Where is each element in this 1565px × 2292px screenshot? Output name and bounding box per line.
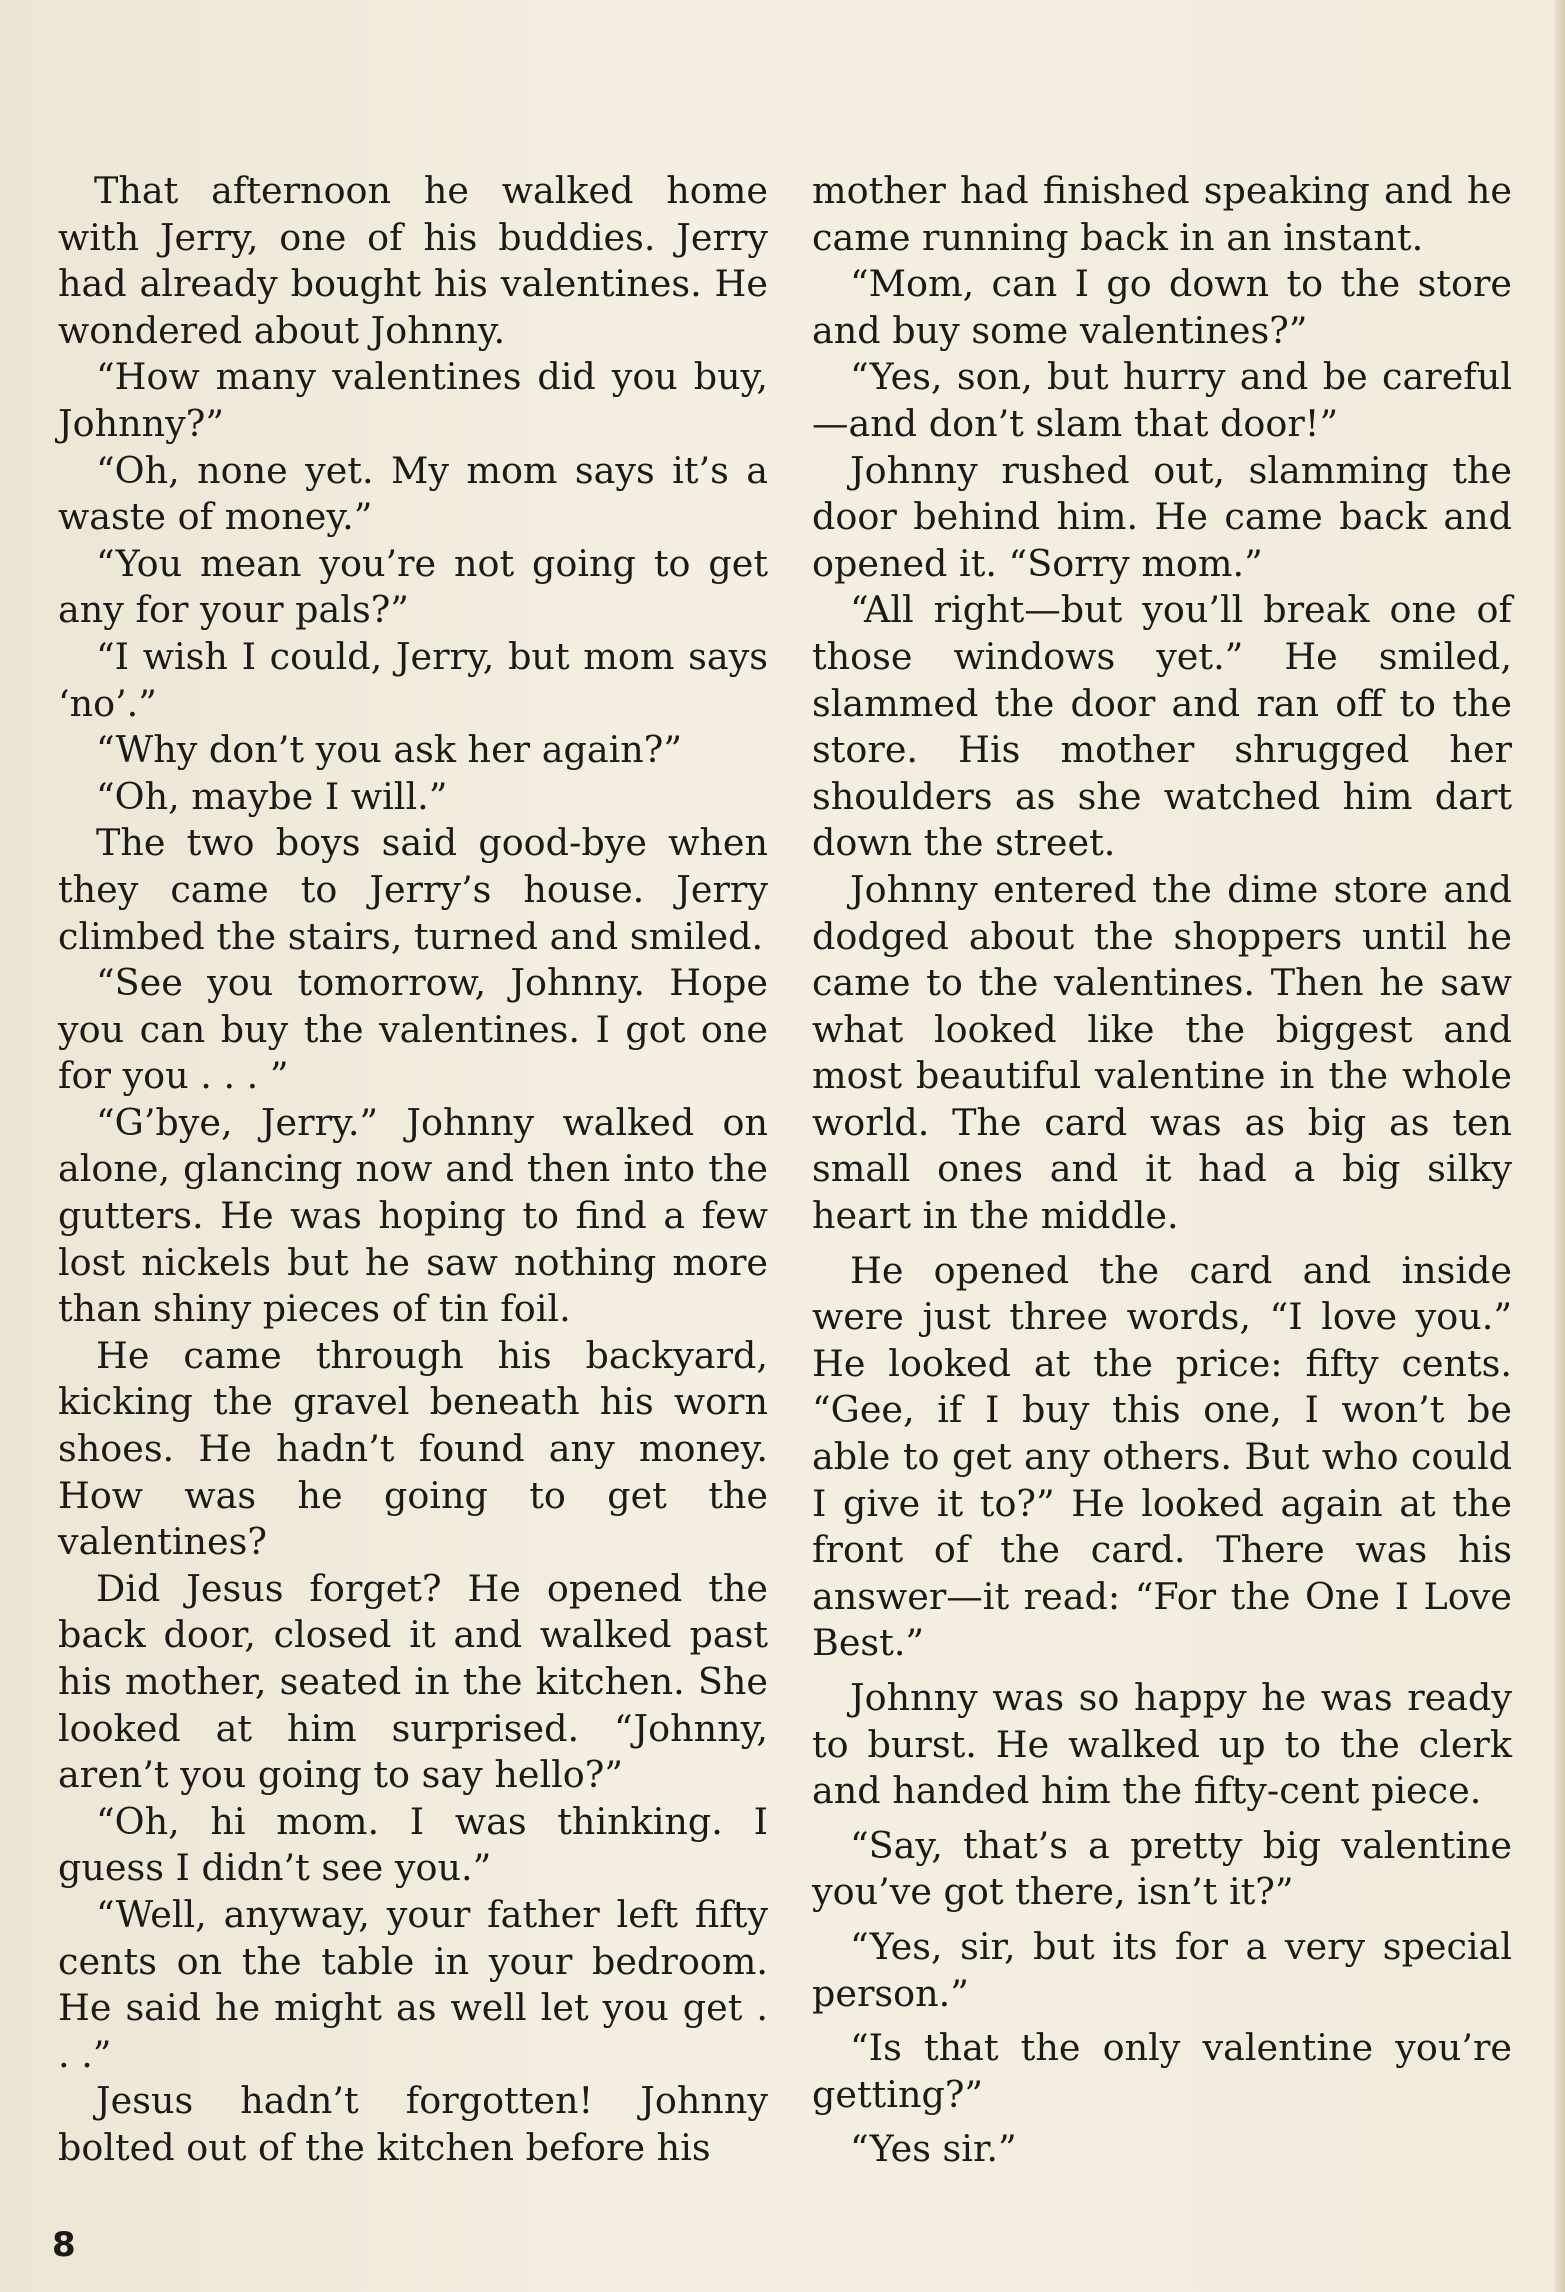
paragraph: “Mom, can I go down to the store and buy some valentines?” <box>812 262 1512 352</box>
paragraph: “Yes, sir, but its for a very special person.” <box>812 1924 1512 2015</box>
paragraph: The two boys said good-bye when they came to Jerry’s house. Jerry climbed the stairs, turned and smiled. <box>58 821 768 958</box>
paragraph: He opened the card and inside were just three words, “I love you.” He looked at the price: fifty cents. “Gee, if I buy this one, I won’t be able to get any others. But who could I give it to?” He looked again at the front of the card. There was his answer—it read: “For the One I Love Best.” <box>812 1248 1512 1665</box>
paragraph: “See you tomorrow, Johnny. Hope you can buy the valentines. I got one for you . . . ” <box>58 961 768 1098</box>
paragraph: “Oh, none yet. My mom says it’s a waste of money.” <box>58 448 768 539</box>
paragraph: mother had finished speaking and he came running back in an instant. <box>812 169 1512 259</box>
paragraph: Johnny entered the dime store and dodged about the shoppers until he came to the valentines. Then he saw what looked like the biggest and most beautiful valentine in the whole world. The card was as big as ten small ones and it had a big silky heart in the middle. <box>812 867 1512 1238</box>
left-text-column <box>58 168 768 2172</box>
paragraph: “Why don’t you ask her again?” <box>96 728 683 772</box>
paragraph: “Oh, maybe I will.” <box>96 774 448 818</box>
paragraph: “I wish I could, Jerry, but mom says ‘no’.” <box>58 634 768 725</box>
paragraph: Johnny was so happy he was ready to burst. He walked up to the clerk and handed him the fifty-cent piece. <box>812 1676 1512 1813</box>
paragraph: He came through his backyard, kicking the gravel beneath his worn shoes. He hadn’t found any money. How was he going to get the valentines? <box>58 1333 768 1564</box>
paragraph: That afternoon he walked home with Jerry, one of his buddies. Jerry had already bought his valentines. He wondered about Johnny. <box>58 169 768 352</box>
paragraph: “Say, that’s a pretty big valentine you’ve got there, isn’t it?” <box>812 1823 1512 1914</box>
right-text-column <box>812 168 1512 2173</box>
page-edge <box>1555 0 1565 2292</box>
page-number: 8 <box>52 2225 76 2265</box>
paragraph: “Oh, hi mom. I was thinking. I guess I didn’t see you.” <box>58 1799 768 1890</box>
paragraph: “Yes, son, but hurry and be careful—and don’t slam that door!” <box>812 355 1512 445</box>
paragraph: Did Jesus forget? He opened the back door, closed it and walked past his mother, seated in the kitchen. She looked at him surprised. “Johnny, aren’t you going to say hello?” <box>58 1566 768 1797</box>
paragraph: “Yes sir.” <box>850 2127 1017 2171</box>
paragraph: “Well, anyway, your father left fifty cents on the table in your bedroom. He said he might as well let you get . . .” <box>58 1892 768 2076</box>
paragraph: Jesus hadn’t forgotten! Johnny bolted out of the kitchen before his <box>58 2079 768 2169</box>
paragraph: “You mean you’re not going to get any for your pals?” <box>58 541 768 632</box>
paragraph: “How many valentines did you buy, Johnny?” <box>58 355 768 445</box>
paragraph: Johnny rushed out, slamming the door behind him. He came back and opened it. “Sorry mom.” <box>812 448 1512 585</box>
paragraph: “All right—but you’ll break one of those windows yet.” He smiled, slammed the door and ran off to the store. His mother shrugged her shoulders as she watched him dart down the street. <box>812 588 1512 865</box>
paragraph: “Is that the only valentine you’re getting?” <box>812 2026 1512 2116</box>
paragraph: “G’bye, Jerry.” Johnny walked on alone, glancing now and then into the gutters. He was hoping to find a few lost nickels but he saw nothing more than shiny pieces of tin foil. <box>58 1100 768 1331</box>
